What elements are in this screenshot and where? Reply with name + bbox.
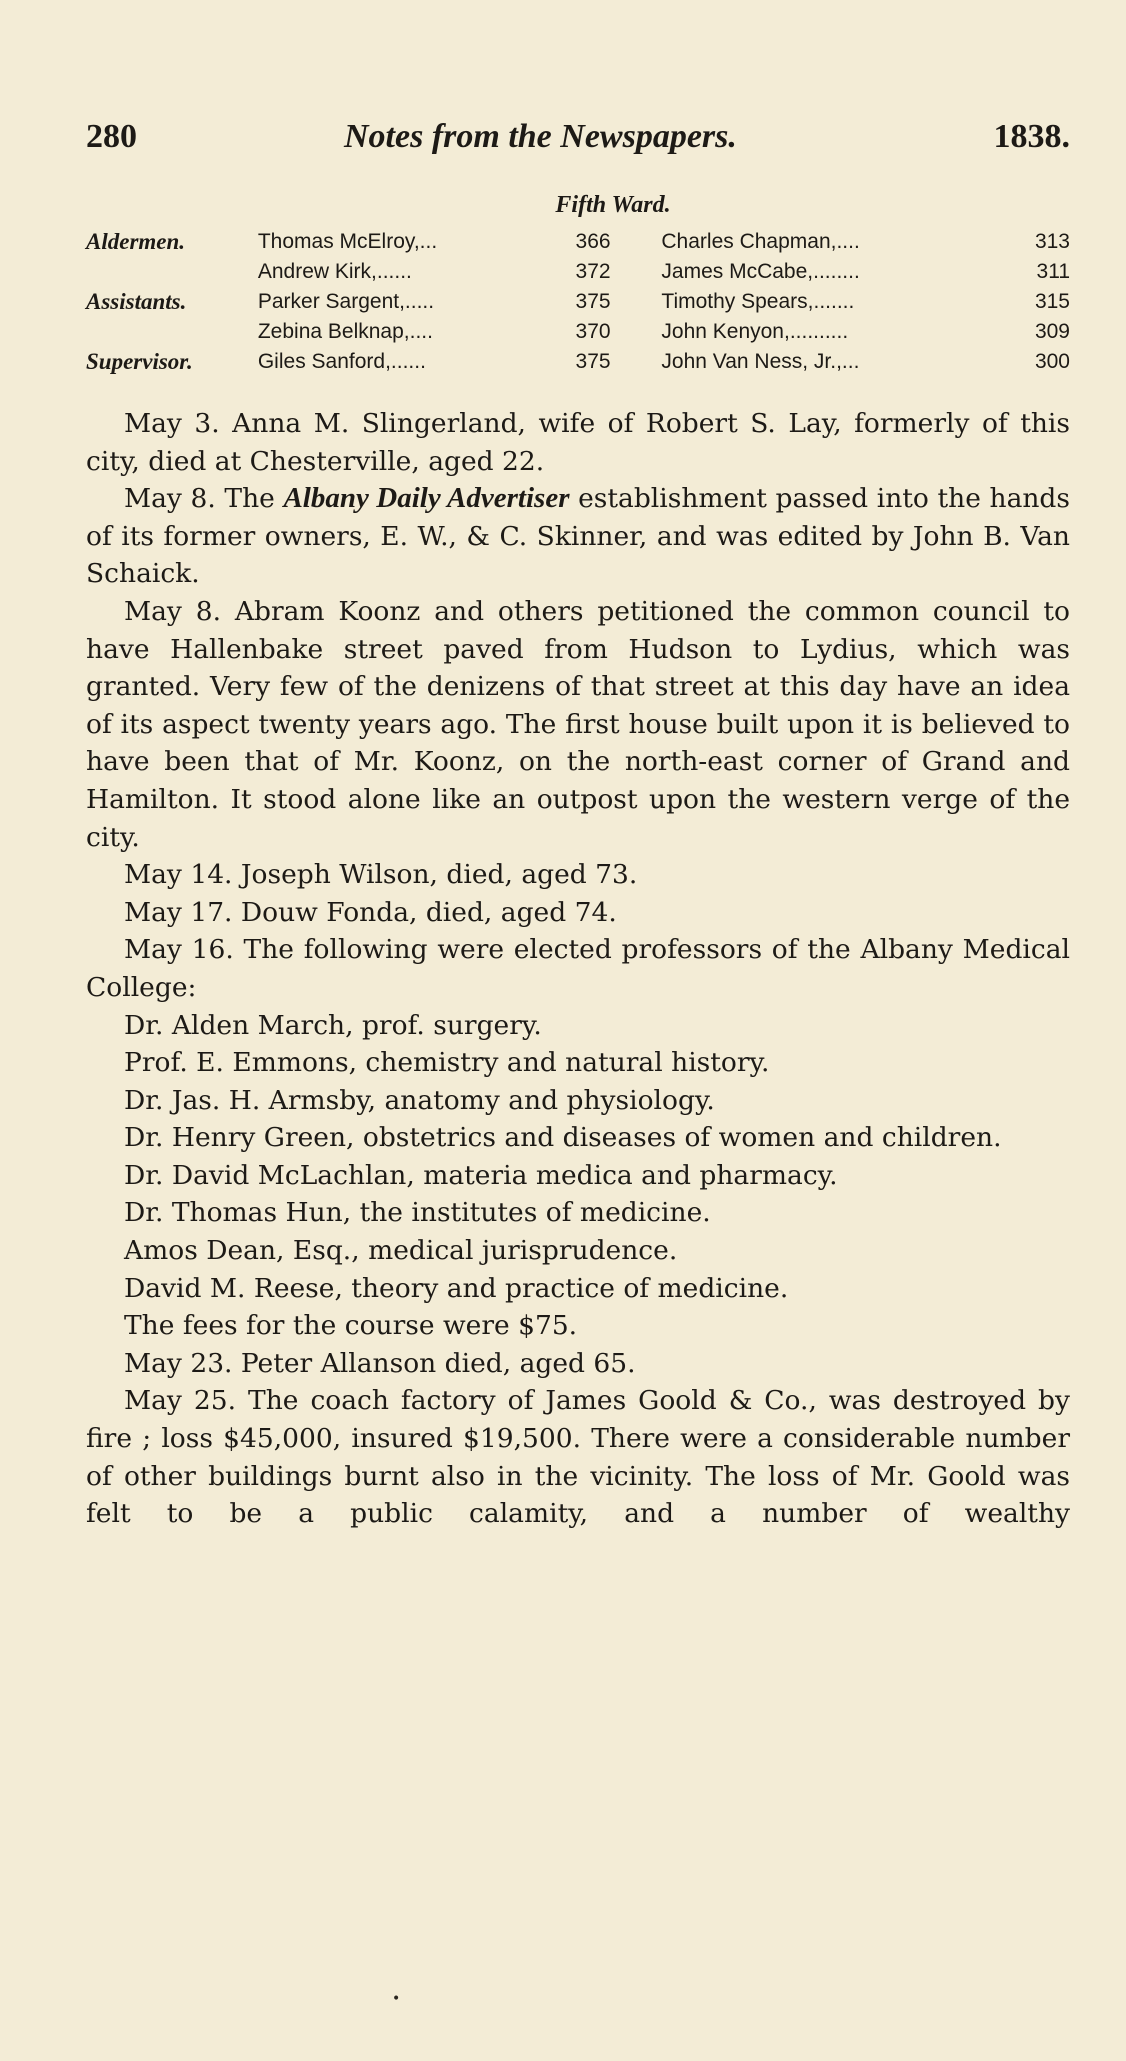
- winner-votes: 370: [575, 320, 611, 343]
- newspaper-title: Albany Daily Advertiser: [283, 482, 570, 515]
- table-row: [86, 317, 1070, 347]
- professor-item: Dr. Alden March, prof. surgery.: [124, 1009, 542, 1041]
- entry-text: establishment passed into the hands of its former owners, E. W., & C. Skinner, and was edited by John B. Van Schaick.: [86, 483, 1070, 590]
- professor-item: David M. Reese, theory and practice of medicine.: [124, 1272, 789, 1304]
- opponent-name: Charles Chapman,....: [661, 230, 860, 253]
- opponent-name: John Van Ness, Jr.,...: [661, 350, 860, 373]
- table-row: [86, 227, 1070, 257]
- professor-item: Amos Dean, Esq., medical jurisprudence.: [124, 1235, 678, 1267]
- opponent-votes: 309: [1034, 320, 1070, 343]
- professor-item: Prof. E. Emmons, chemistry and natural history.: [124, 1047, 770, 1079]
- role-label: Aldermen.: [86, 229, 186, 254]
- entry-may-14: May 14. Joseph Wilson, died, aged 73.: [124, 859, 638, 891]
- entry-may-8-advertiser: [86, 480, 1070, 593]
- winner-name: Parker Sargent,.....: [257, 290, 435, 313]
- book-page: [86, 110, 1070, 1533]
- chronicle-text: [86, 405, 1070, 1533]
- winner-votes: 375: [575, 290, 611, 313]
- election-results-table: [86, 227, 1070, 377]
- entry-may-3: May 3. Anna M. Slingerland, wife of Robert S. Lay, formerly of this city, died at Chesterville, aged 22.: [86, 408, 1070, 477]
- opponent-name: Timothy Spears,.......: [661, 290, 855, 313]
- winner-name: Giles Sanford,......: [257, 350, 426, 373]
- role-label: [86, 257, 258, 287]
- winner-votes: 375: [575, 350, 611, 373]
- running-title: Notes from the Newspapers.: [344, 118, 737, 155]
- entry-may-25: May 25. The coach factory of James Goold & Co., was destroyed by fire ; loss $45,000, insured $19,500. There were a considerable number of other buildings burnt also in the vicinity. The loss of Mr. Goold was felt to be a public calamity, and a number of wealthy: [86, 1385, 1070, 1530]
- header-year: 1838.: [993, 118, 1070, 155]
- professor-item: Dr. Thomas Hun, the institutes of medicine.: [124, 1197, 711, 1229]
- professor-item: Dr. Jas. H. Armsby, anatomy and physiology.: [124, 1084, 715, 1116]
- table-row: [86, 287, 1070, 317]
- winner-name: Andrew Kirk,......: [257, 260, 412, 283]
- fees-note: The fees for the course were $75.: [124, 1310, 578, 1342]
- winner-votes: 372: [575, 260, 611, 283]
- entry-may-8-koonz: May 8. Abram Koonz and others petitioned the common council to have Hallenbake street paved from Hudson to Lydius, which was granted. Very few of the denizens of that street at this day have an idea of its aspect twenty years ago. The first house built upon it is believed to have been that of Mr. Koonz, on the north-east corner of Grand and Hamilton. It stood alone like an outpost upon the western verge of the city.: [86, 595, 1070, 853]
- opponent-votes: 300: [1034, 350, 1070, 373]
- winner-votes: 366: [575, 230, 611, 253]
- page-header: [86, 110, 1070, 170]
- page-number: 280: [86, 118, 137, 155]
- entry-text: May 8. The: [124, 483, 284, 515]
- entry-may-17: May 17. Douw Fonda, died, aged 74.: [124, 896, 617, 928]
- professor-item: Dr. Henry Green, obstetrics and diseases of women and children.: [124, 1122, 1002, 1154]
- page-mark: •: [392, 1991, 401, 2007]
- opponent-name: John Kenyon,..........: [661, 320, 849, 343]
- opponent-name: James McCabe,........: [661, 260, 860, 283]
- winner-name: Thomas McElroy,...: [257, 230, 438, 253]
- table-row: [86, 347, 1070, 377]
- entry-may-23: May 23. Peter Allanson died, aged 65.: [124, 1347, 636, 1379]
- role-label: Assistants.: [86, 289, 187, 314]
- role-label: [86, 317, 258, 347]
- ward-title: Fifth Ward.: [555, 192, 671, 218]
- opponent-votes: 315: [1034, 290, 1070, 313]
- opponent-votes: 313: [1034, 230, 1070, 253]
- professor-item: Dr. David McLachlan, materia medica and pharmacy.: [124, 1159, 838, 1191]
- opponent-votes: 311: [1036, 260, 1070, 283]
- role-label: Supervisor.: [86, 349, 193, 374]
- entry-may-16: May 16. The following were elected professors of the Albany Medical College:: [86, 934, 1070, 1003]
- winner-name: Zebina Belknap,....: [257, 320, 433, 343]
- table-row: [86, 257, 1070, 287]
